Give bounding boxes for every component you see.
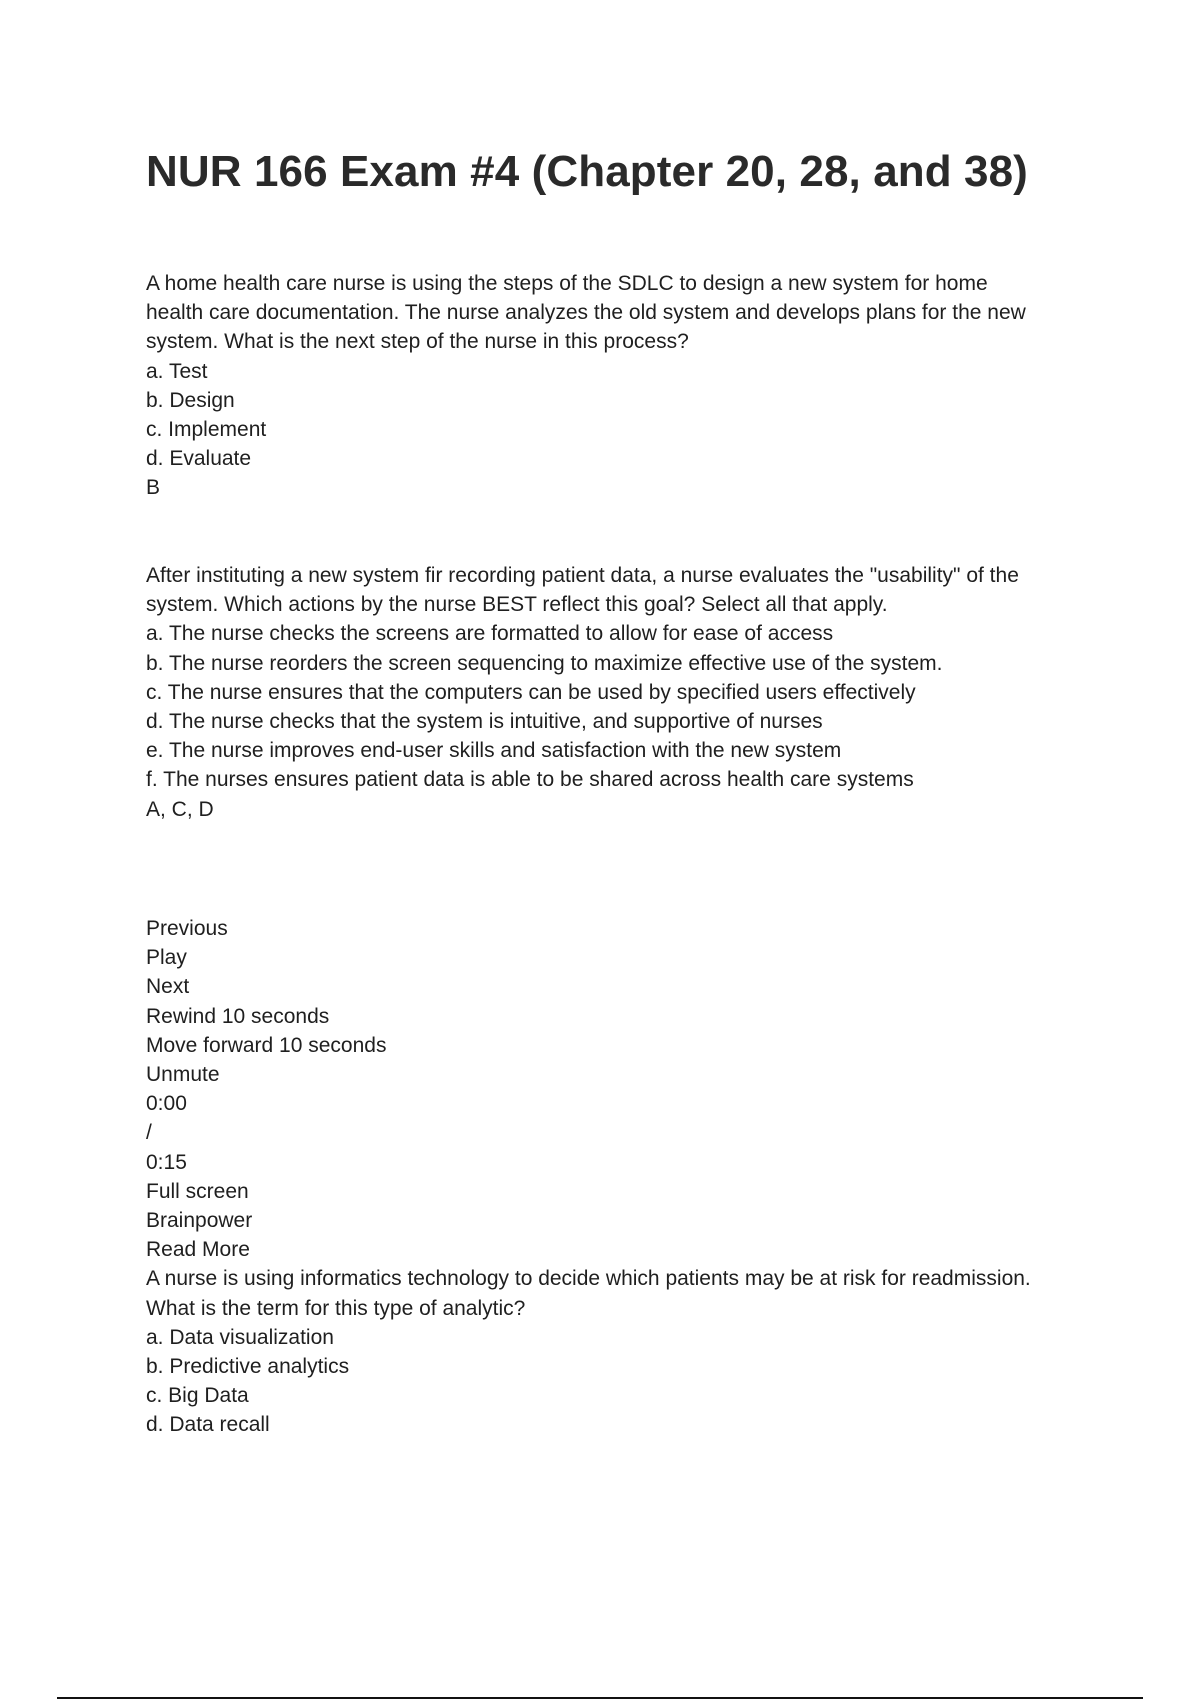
answer-option: a. Test [146,359,208,383]
answer-option: e. The nurse improves end-user skills and satisfaction with the new system [146,739,842,763]
answer-option: f. The nurses ensures patient data is able to be shared across health care systems [146,768,914,792]
answer-option: a. Data visualization [146,1325,334,1349]
answer-option: b. Design [146,388,235,412]
answer-option: b. The nurse reorders the screen sequencing to maximize effective use of the system. [146,651,943,675]
duration: 0:15 [146,1150,187,1174]
answer-option: d. Data recall [146,1413,270,1437]
page-bottom-divider [57,1697,1143,1699]
unmute-button[interactable]: Unmute [146,1063,220,1087]
question-stem-line: A home health care nurse is using the steps of the SDLC to design a new system for home [146,272,988,295]
question-stem-line: system. What is the next step of the nurse in this process? [146,330,689,354]
brainpower-label: Brainpower [146,1209,253,1233]
correct-answer: A, C, D [146,797,214,821]
play-button[interactable]: Play [146,946,187,970]
question-block-1 [146,269,1086,503]
question-stem-line: A nurse is using informatics technology to decide which patients may be at risk for readmission. [146,1267,1031,1291]
answer-option: a. The nurse checks the screens are formatted to allow for ease of access [146,622,834,646]
answer-option: d. Evaluate [146,447,252,471]
question-block-2 [146,561,1086,824]
question-stem-line: health care documentation. The nurse analyzes the old system and develops plans for the new [146,301,1026,325]
current-time: 0:00 [146,1092,187,1116]
video-player-text-controls [146,914,1086,1440]
answer-option: b. Predictive analytics [146,1355,350,1379]
read-more-link[interactable]: Read More [146,1238,250,1262]
question-stem-line: system. Which actions by the nurse BEST reflect this goal? Select all that apply. [146,593,888,617]
correct-answer: B [146,476,161,500]
question-stem-line: After instituting a new system fir recording patient data, a nurse evaluates the "usability" of the [146,564,1019,587]
question-stem-line: What is the term for this type of analytic? [146,1296,526,1320]
fullscreen-button[interactable]: Full screen [146,1179,249,1203]
answer-option: d. The nurse checks that the system is intuitive, and supportive of nurses [146,710,823,734]
forward-10-seconds-button[interactable]: Move forward 10 seconds [146,1033,387,1057]
page-title: NUR 166 Exam #4 (Chapter 20, 28, and 38) [146,147,1028,196]
answer-option: c. Implement [146,418,267,442]
answer-option: c. The nurse ensures that the computers can be used by specified users effectively [146,680,916,704]
rewind-10-seconds-button[interactable]: Rewind 10 seconds [146,1004,330,1028]
next-button[interactable]: Next [146,975,190,999]
answer-option: c. Big Data [146,1384,249,1408]
time-separator: / [146,1121,152,1145]
previous-button[interactable]: Previous [146,917,228,940]
